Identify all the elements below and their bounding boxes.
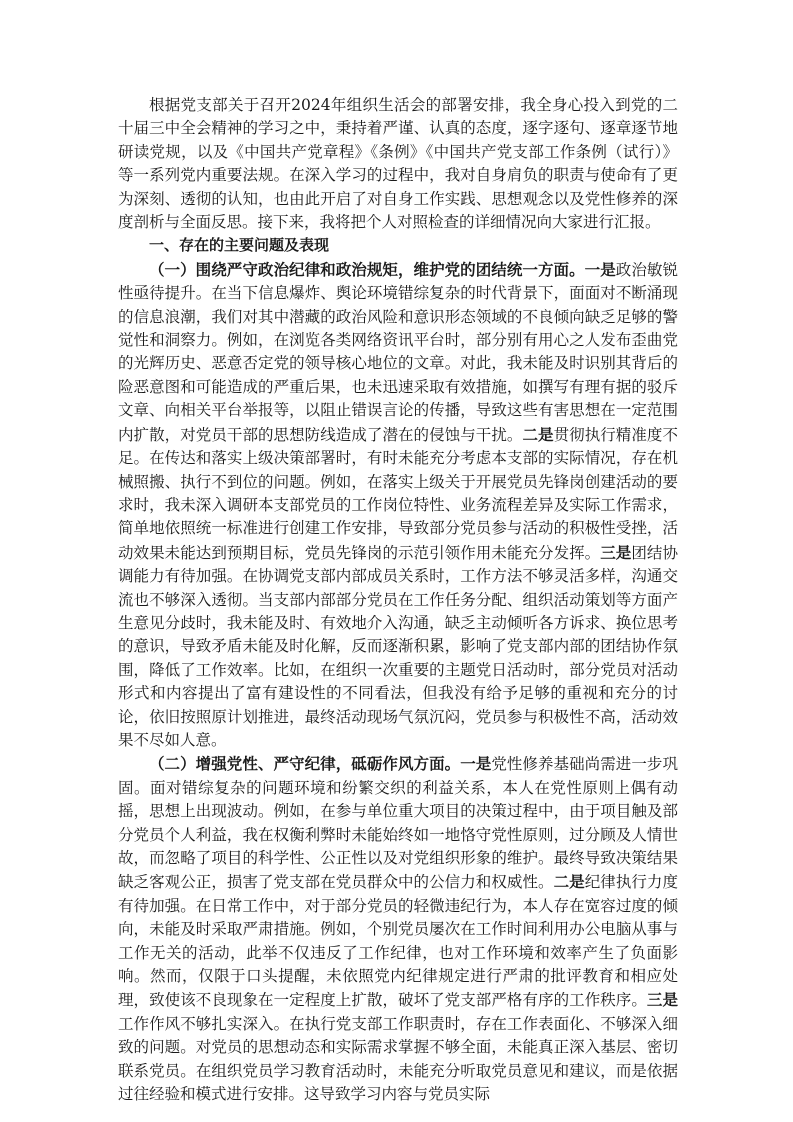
point-text: 党性修养基础尚需进一步巩固。面对错综复杂的问题环境和纷繁交织的利益关系，本人在党性原则上偶有动摇，思想上出现波动。例如，在参与单位重大项目的决策过程中，由于项目触及部分党员个人利益，我在权衡利弊时未能始终如一地恪守党性原则，过分顾及人情世故，而忽略了项目的科学性、公正性以及对党组织形象的维护。最终导致决策结果缺乏客观公正，损害了党支部在党员群众中的公信力和权威性。 [118,755,678,892]
point-label: 三是 [600,542,632,562]
point-label: 二是 [553,872,585,892]
document-body [118,94,678,1106]
section-heading-text: 一、存在的主要问题及表现 [149,236,330,255]
point-text: 贯彻执行精准度不足。在传达和落实上级决策部署时，有时未能充分考虑本支部的实际情况，存在机械照搬、执行不到位的问题。例如，在落实上级关于开展党员先锋岗创建活动的要求时，我未深入调研本支部党员的工作岗位特性、业务流程差异及实际工作需求，简单地依照统一标准进行创建工作安排，导致部分党员参与活动的积极性受挫，活动效果未能达到预期目标，党员先锋岗的示范引领作用未能充分发挥。 [118,425,678,562]
point-text: 政治敏锐性亟待提升。在当下信息爆炸、舆论环境错综复杂的时代背景下，面面对不断涌现的信息浪潮，我们对其中潜藏的政治风险和意识形态领域的不良倾向缺乏足够的警觉性和洞察力。例如，在浏览各类网络资讯平台时，部分别有用心之人发布歪曲党的光辉历史、恶意否定党的领导核心地位的文章。对此，我未能及时识别其背后的险恶意图和可能造成的严重后果，也未迅速采取有效措施，如撰写有理有据的驳斥文章、向相关平台举报等，以阻止错误言论的传播，导致这些有害思想在一定范围内扩散，对党员干部的思想防线造成了潜在的侵蚀与干扰。 [118,260,678,444]
point-label: 二是 [522,424,554,444]
point-text: 团结协调能力有待加强。在协调党支部内部成员关系时，工作方法不够灵活多样，沟通交流也不够深入透彻。当支部内部部分党员在工作任务分配、组织活动策划等方面产生意见分歧时，我未能及时、有效地介入沟通，缺乏主动倾听各方诉求、换位思考的意识，导致矛盾未能及时化解，反而逐渐积累，影响了党支部内部的团结协作氛围，降低了工作效率。比如，在组织一次重要的主题党日活动时，部分党员对活动形式和内容提出了富有建设性的不同看法，但我没有给予足够的重视和充分的讨论，依旧按照原计划推进，最终活动现场气氛沉闷，党员参与积极性不高，活动效果不尽如人意。 [118,543,678,749]
subsection-1-title: （一）围绕严守政治纪律和政治规矩，维护党的团结统一方面。 [149,259,585,279]
subsection-2-paragraph [118,752,678,1106]
point-text: 工作作风不够扎实深入。在执行党支部工作职责时，存在工作表面化、不够深入细致的问题。对党员的思想动态和实际需求掌握不够全面，未能真正深入基层、密切联系党员。在组织党员学习教育活动时，未能充分听取党员意见和建议，而是依据过往经验和模式进行安排。这导致学习内容与党员实际 [118,1014,678,1104]
point-label: 一是 [584,259,616,279]
section-heading [118,234,678,257]
point-label: 一是 [460,754,492,774]
point-label: 三是 [646,990,678,1010]
subsection-2-title: （二）增强党性、严守纪律，砥砺作风方面。 [149,754,461,774]
intro-paragraph: 根据党支部关于召开2024年组织生活会的部署安排，我全身心投入到党的二十届三中全会精神的学习之中，秉持着严谨、认真的态度，逐字逐句、逐章逐节地研读党规，以及《中国共产党章程》《条例》《中国共产党支部工作条例（试行）》等一系列党内重要法规。在深入学习的过程中，我对自身肩负的职责与使命有了更为深刻、透彻的认知，也由此开启了对自身工作实践、思想观念以及党性修养的深度剖析与全面反思。接下来，我将把个人对照检查的详细情况向大家进行汇报。 [118,96,678,232]
subsection-1-paragraph [118,258,678,753]
point-text: 纪律执行力度有待加强。在日常工作中，对于部分党员的轻微违纪行为，本人存在宽容过度的倾向，未能及时采取严肃措施。例如，个别党员屡次在工作时间利用办公电脑从事与工作无关的活动，此举不仅违反了工作纪律，也对工作环境和效率产生了负面影响。然而，仅限于口头提醒，未依照党内纪律规定进行严肃的批评教育和相应处理，致使该不良现象在一定程度上扩散，破坏了党支部严格有序的工作秩序。 [118,873,678,1010]
